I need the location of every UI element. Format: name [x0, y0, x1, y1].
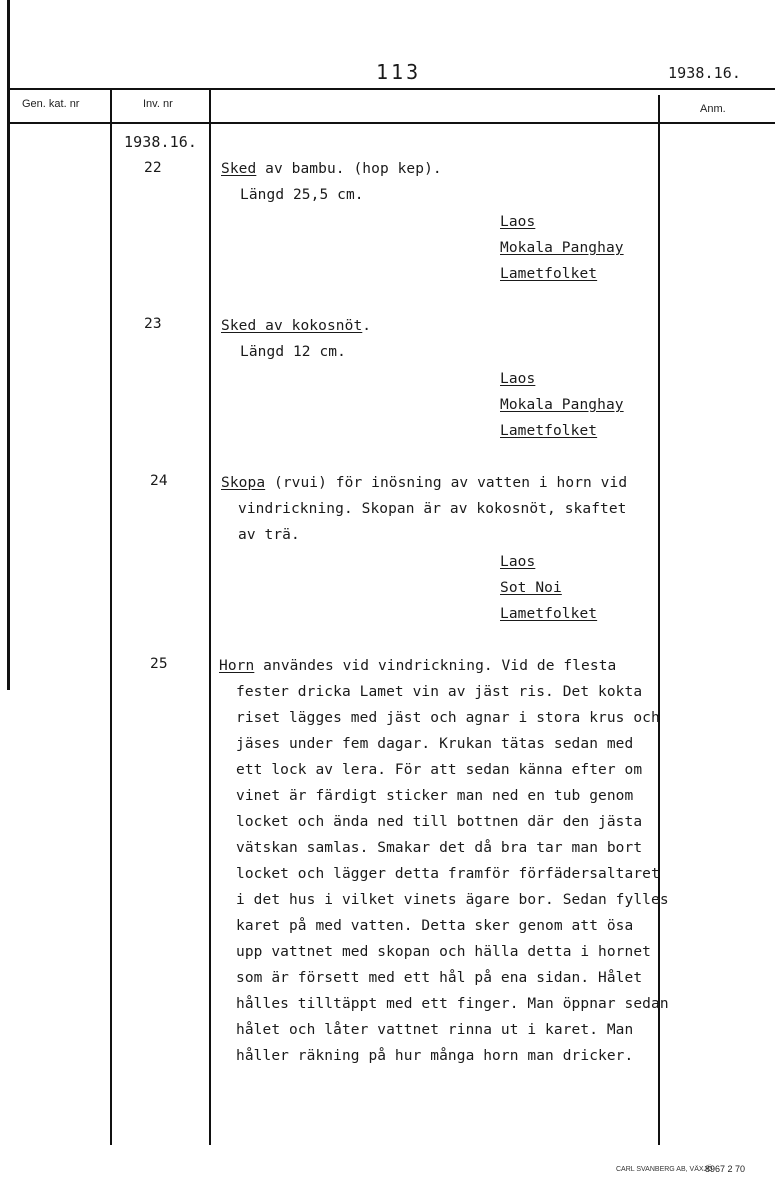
column-divider-anm — [658, 95, 660, 1145]
column-header-anm: Anm. — [700, 103, 726, 115]
entry-23-country: Laos — [500, 371, 536, 387]
entry-25-line-11: karet på med vatten. Detta sker genom att ösa — [236, 918, 634, 934]
column-divider-inv-right — [209, 90, 211, 1145]
entry-25-line-13: som är försett med ett hål på ena sidan. Hålet — [236, 970, 643, 986]
entry-25-line-5: ett lock av lera. För att sedan känna efter om — [236, 762, 643, 778]
entry-25-line-1: Horn användes vid vindrickning. Vid de flesta — [219, 658, 617, 674]
entry-22-country: Laos — [500, 214, 536, 230]
entry-24-line-3: av trä. — [238, 527, 300, 543]
entry-25-line-16: håller räkning på hur många horn man dricker. — [236, 1048, 634, 1064]
entry-24-locality: Sot Noi — [500, 580, 562, 596]
entry-25-line-3: riset lägges med jäst och agnar i stora krus och — [236, 710, 660, 726]
header-top-rule — [10, 88, 775, 90]
entry-22-people: Lametfolket — [500, 266, 598, 282]
entry-23-locality: Mokala Panghay — [500, 397, 624, 413]
entry-25-line-14: hålles tilltäppt med ett finger. Man öppnar sedan — [236, 996, 669, 1012]
entry-23-line-2: Längd 12 cm. — [240, 344, 346, 360]
column-header-gen-kat: Gen. kat. nr — [22, 98, 80, 110]
inv-number-25: 25 — [150, 656, 168, 672]
entry-22-line-2: Längd 25,5 cm. — [240, 187, 364, 203]
entry-24-term: Skopa — [221, 475, 266, 491]
column-header-inv: Inv. nr — [143, 98, 173, 110]
left-binding-edge — [7, 0, 10, 690]
entry-22-term: Sked — [221, 161, 257, 177]
inv-number-23: 23 — [144, 316, 162, 332]
entry-25-line-9: locket och lägger detta framför förfädersaltaret — [236, 866, 660, 882]
entry-25-line-7: locket och ända ned till bottnen där den jästa — [236, 814, 643, 830]
entry-25-term: Horn — [219, 658, 255, 674]
header-accession-year: 1938.16. — [668, 64, 742, 82]
column-divider-inv-left — [110, 90, 112, 1145]
entry-24-line-2: vindrickning. Skopan är av kokosnöt, skaftet — [238, 501, 627, 517]
entry-25-line-10: i det hus i vilket vinets ägare bor. Sedan fylles — [236, 892, 669, 908]
entry-25-line-15: hålet och låter vattnet rinna ut i karet. Man — [236, 1022, 634, 1038]
printer-imprint: CARL SVANBERG AB, VÄXJÖ — [616, 1166, 713, 1173]
page-number: 113 — [376, 60, 422, 84]
inv-number-22: 22 — [144, 160, 162, 176]
inv-number-24: 24 — [150, 473, 168, 489]
entry-22-line-1: Sked av bambu. (hop kep). — [221, 161, 442, 177]
entry-24-country: Laos — [500, 554, 536, 570]
entry-23-term: Sked av kokosnöt — [221, 318, 363, 334]
entry-23-people: Lametfolket — [500, 423, 598, 439]
entry-23-line-1: Sked av kokosnöt. — [221, 318, 372, 334]
entry-24-people: Lametfolket — [500, 606, 598, 622]
entry-22-locality: Mokala Panghay — [500, 240, 624, 256]
series-label: 1938.16. — [124, 133, 198, 151]
form-code: 8967 2 70 — [705, 1164, 746, 1174]
header-bottom-rule — [10, 122, 775, 124]
entry-25-line-12: upp vattnet med skopan och hälla detta i hornet — [236, 944, 651, 960]
entry-25-line-2: fester dricka Lamet vin av jäst ris. Det kokta — [236, 684, 643, 700]
entry-25-line-4: jäses under fem dagar. Krukan tätas sedan med — [236, 736, 634, 752]
entry-25-line-6: vinet är färdigt sticker man ned en tub genom — [236, 788, 634, 804]
entry-24-line-1: Skopa (rvui) för inösning av vatten i horn vid — [221, 475, 628, 491]
entry-25-line-8: vätskan samlas. Smakar det då bra tar man bort — [236, 840, 643, 856]
